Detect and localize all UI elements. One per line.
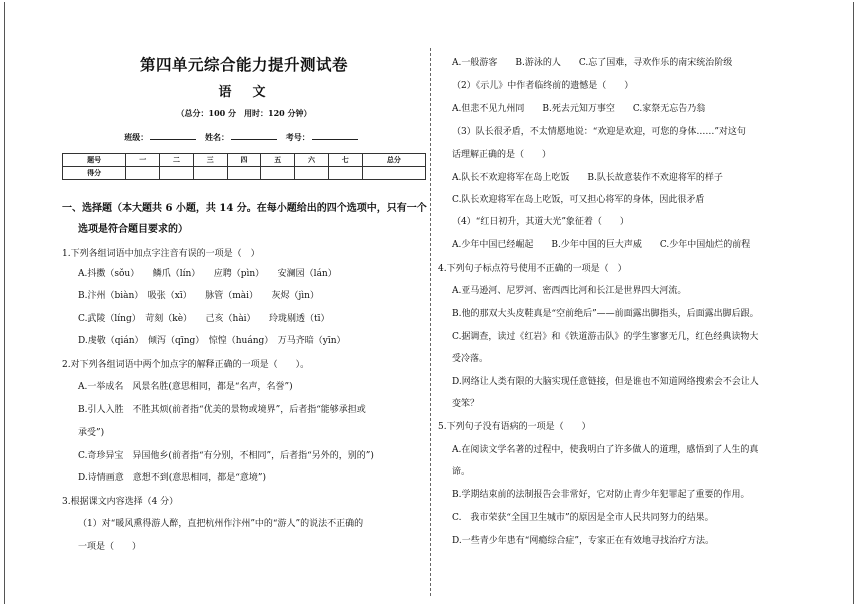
question-3-1-cont: 一项是（ ）	[78, 542, 142, 552]
name-blank[interactable]	[231, 131, 277, 140]
options-3-4[interactable]: A.少年中国已经崛起 B.少年中国的巨大声威 C.少年中国灿烂的前程	[452, 240, 751, 250]
score-input-cell[interactable]	[261, 167, 295, 180]
student-fields	[62, 131, 426, 143]
score-cell: 题号	[63, 154, 126, 167]
score-cell: 四	[227, 154, 261, 167]
options-3-3-ab[interactable]: A.队长不欢迎将军在岛上吃饭 B.队长故意装作不欢迎将军的样子	[452, 173, 723, 183]
exam-title: 第四单元综合能力提升测试卷	[139, 55, 348, 74]
score-table	[62, 153, 426, 180]
score-cell: 二	[160, 154, 194, 167]
option-3-3-c[interactable]: C.队长欢迎将军在岛上吃饭，可又担心将军的身体，因此很矛盾	[452, 195, 705, 205]
score-info: （总分：100 分 用时：120 分钟）	[176, 108, 312, 118]
question-3-1: （1）对“暖风熏得游人醉，直把杭州作汴州”中的“游人”的说法不正确的	[78, 519, 364, 529]
score-cell: 六	[295, 154, 329, 167]
score-table-score-row	[63, 167, 426, 180]
option-4d[interactable]: D.网络让人类有限的大脑实现任意链接，但是谁也不知道网络搜索会不会让人	[452, 377, 759, 387]
question-1: 1.下列各组词语中加点字注音有误的一项是（ ）	[62, 249, 260, 259]
score-cell: 五	[261, 154, 295, 167]
section-heading-cont: 选项是符合题目要求的）	[78, 224, 188, 235]
option-2d[interactable]: D.诗情画意 意想不到(意思相同，都是“意境”)	[78, 473, 266, 483]
option-5a-cont: 谛。	[452, 467, 471, 477]
score-input-cell[interactable]	[328, 167, 362, 180]
option-4d-cont: 变笨？	[452, 399, 480, 409]
option-1a[interactable]: A.抖擞（sǒu） 鳞爪（lín） 应聘（pìn） 安澜园（lán）	[78, 269, 337, 279]
question-5: 5.下列句子没有语病的一项是（ ）	[438, 422, 591, 432]
option-2c[interactable]: C.奇珍异宝 异国他乡(前者指“有分别，不相同”，后者指“另外的，别的”)	[78, 451, 374, 461]
option-4c[interactable]: C.据调查，读过《红岩》和《铁道游击队》的学生寥寥无几，红色经典读物大	[452, 332, 759, 342]
question-3-2: （2）《示儿》中作者临终前的遗憾是（ ）	[452, 81, 634, 91]
question-3-4: （4）“红日初升，其道大光”象征着（ ）	[452, 217, 629, 227]
question-4: 4.下列句子标点符号使用不正确的一项是（ ）	[438, 264, 627, 274]
option-5c[interactable]: C. 我市荣获“全国卫生城市”的原因是全市人民共同努力的结果。	[452, 513, 714, 523]
score-cell: 总分	[362, 154, 425, 167]
score-input-cell[interactable]	[160, 167, 194, 180]
score-cell: 三	[193, 154, 227, 167]
options-3-2[interactable]: A.但悲不见九州同 B.死去元知万事空 C.家祭无忘告乃翁	[452, 104, 706, 114]
class-blank[interactable]	[150, 131, 196, 140]
score-input-cell[interactable]	[193, 167, 227, 180]
option-5d[interactable]: D.一些青少年患有“网瘾综合症”，专家正在有效地寻找治疗方法。	[452, 536, 714, 546]
option-4a[interactable]: A.亚马逊河、尼罗河、密西西比河和长江是世界四大河流。	[452, 286, 687, 296]
score-table-header-row	[63, 154, 426, 167]
exam-no-blank[interactable]	[312, 131, 358, 140]
score-input-cell[interactable]	[126, 167, 160, 180]
score-cell: 七	[328, 154, 362, 167]
option-2a[interactable]: A.一举成名 风景名胜(意思相同，都是“名声，名誉”)	[78, 382, 293, 392]
name-label: 姓名：	[205, 132, 229, 142]
options-3-1[interactable]: A.一般游客 B.游泳的人 C.忘了国难，寻欢作乐的南宋统治阶级	[452, 58, 733, 68]
option-5a[interactable]: A.在阅读文学名著的过程中，使我明白了许多做人的道理，感悟到了人生的真	[452, 445, 759, 455]
option-4c-cont: 受冷落。	[452, 354, 489, 364]
option-2b-cont: 承受”)	[78, 428, 105, 438]
option-5b[interactable]: B.学期结束前的法制报告会非常好，它对防止青少年犯罪起了重要的作用。	[452, 490, 750, 500]
question-3: 3.根据课文内容选择（4 分）	[62, 497, 179, 507]
class-label: 班级：	[124, 132, 149, 142]
option-2b[interactable]: B.引人入胜 不胜其烦(前者指“优美的景物或境界”，后者指“能够承担或	[78, 405, 366, 415]
option-1c[interactable]: C.武陵（líng） 苛刻（kè） 己亥（hài） 玲珑剔透（tī）	[78, 314, 330, 324]
score-input-cell[interactable]	[295, 167, 329, 180]
question-2: 2.对下列各组词语中两个加点字的解释正确的一项是（ ）。	[62, 360, 310, 370]
exam-subject: 语 文	[218, 85, 270, 100]
option-4b[interactable]: B.他的那双大头皮鞋真是“空前绝后”——前面露出脚指头，后面露出脚后跟。	[452, 309, 759, 319]
column-divider	[430, 48, 431, 596]
score-input-cell[interactable]	[362, 167, 425, 180]
option-1d[interactable]: D.虔敬（qián） 倾泻（qīng） 惊惶（huáng） 万马齐暗（yīn）	[78, 336, 346, 346]
score-cell: 一	[126, 154, 160, 167]
exam-no-label: 考号：	[285, 132, 310, 142]
score-cell: 得分	[63, 167, 126, 180]
option-1b[interactable]: B.汴州（biàn） 吸张（xī） 脉管（mài） 灰烬（jìn）	[78, 291, 319, 301]
question-3-3: （3）队长很矛盾，不太情愿地说：“欢迎是欢迎，可您的身体……”对这句	[452, 127, 746, 137]
question-3-3-cont: 话理解正确的是（ ）	[452, 150, 552, 160]
section-heading: 一、选择题（本大题共 6 小题，共 14 分。在每小题给出的四个选项中，只有一个	[62, 203, 427, 214]
score-input-cell[interactable]	[227, 167, 261, 180]
